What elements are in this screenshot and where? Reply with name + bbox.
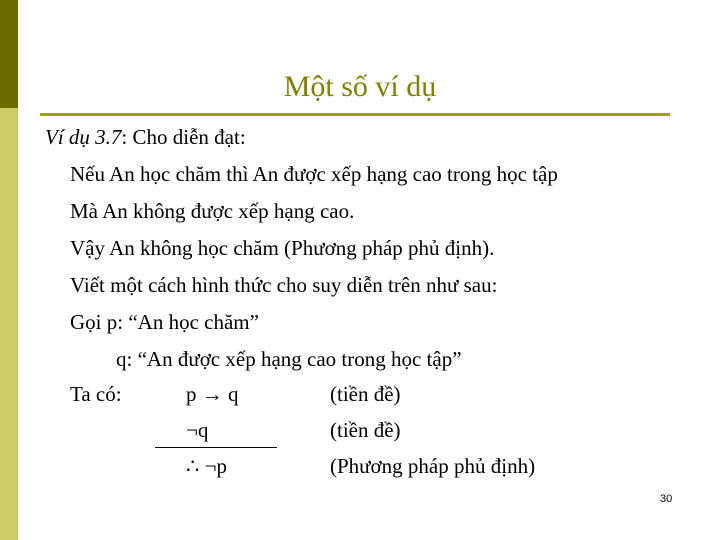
- premise-note: (tiền đề): [330, 418, 401, 442]
- conclusion-note: (Phương pháp phủ định): [330, 454, 536, 478]
- premise-formula: p → q: [186, 382, 239, 406]
- premise-formula: ¬q: [186, 418, 209, 442]
- body-line: q: “An được xếp hạng cao trong học tập”: [116, 347, 462, 371]
- body-line: Nếu An học chăm thì An được xếp hạng cao trong học tập: [70, 162, 558, 186]
- sidebar-accent-light: [0, 108, 18, 540]
- body-line: Viết một cách hình thức cho suy diễn trên như sau:: [70, 273, 498, 297]
- example-label: Ví dụ 3.7: [45, 125, 122, 149]
- reasoning-intro: Ta có:: [70, 382, 122, 406]
- title-underline: [40, 113, 670, 116]
- example-intro: : Cho diễn đạt:: [121, 125, 246, 149]
- premise-note: (tiền đề): [330, 382, 401, 406]
- example-heading: [45, 124, 246, 150]
- body-line: Vậy An không học chăm (Phương pháp phủ định).: [70, 236, 495, 260]
- slide-title: Một số ví dụ: [283, 70, 437, 103]
- body-line: Mà An không được xếp hạng cao.: [70, 199, 355, 223]
- conclusion-formula: ∴ ¬p: [186, 454, 227, 478]
- page-number: 30: [660, 493, 673, 505]
- body-line: Gọi p: “An học chăm”: [70, 310, 259, 334]
- inference-rule-line: [155, 447, 277, 448]
